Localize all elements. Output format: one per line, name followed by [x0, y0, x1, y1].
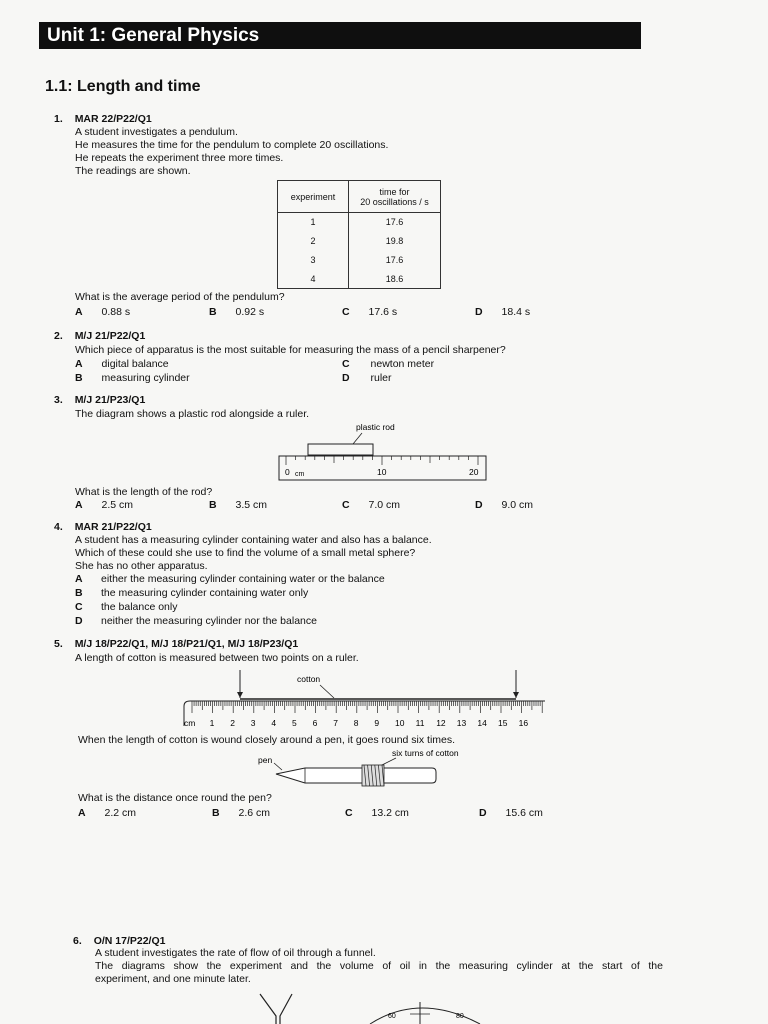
- q4-line: She has no other apparatus.: [75, 560, 208, 572]
- funnel-cylinder-diagram: [250, 988, 500, 1024]
- q1-line: The readings are shown.: [75, 165, 191, 177]
- option-letter: B: [209, 499, 217, 511]
- q5-option-b[interactable]: [212, 807, 270, 820]
- q5-question: What is the distance once round the pen?: [78, 792, 272, 804]
- option-letter: D: [475, 306, 483, 318]
- ruler-number: 16: [518, 718, 529, 728]
- ruler-number: 4: [271, 718, 277, 728]
- option-text: either the measuring cylinder containing water or the balance: [101, 573, 385, 585]
- q1-line: He measures the time for the pendulum to complete 20 oscillations.: [75, 139, 389, 151]
- col-header-time-line1: time for: [379, 186, 410, 197]
- q2-option-b[interactable]: [75, 372, 190, 385]
- q6-number: 6.: [73, 935, 82, 947]
- q1-question: What is the average period of the pendulum?: [75, 291, 285, 303]
- q1-code: MAR 22/P22/Q1: [74, 113, 152, 125]
- pen-label: pen: [258, 755, 273, 765]
- ruler-number: 5: [292, 718, 297, 728]
- ruler-number: 8: [353, 718, 359, 728]
- q6-line: The diagrams show the experiment and the volume of oil in the measuring cylinder at the start of the: [95, 960, 663, 972]
- q3-option-c[interactable]: [342, 499, 400, 512]
- q2-question: Which piece of apparatus is the most suitable for measuring the mass of a pencil sharpener?: [75, 344, 506, 356]
- option-letter: B: [75, 587, 83, 599]
- q3-number: 3.: [54, 394, 63, 406]
- q4-option-d[interactable]: [75, 615, 385, 628]
- option-letter: C: [342, 499, 350, 511]
- ruler-numbers: [184, 718, 528, 728]
- q3-question: What is the length of the rod?: [75, 486, 213, 498]
- option-letter: B: [212, 807, 220, 819]
- table-row: [278, 270, 441, 289]
- section-title: 1.1: Length and time: [45, 78, 201, 95]
- ruler-number: cm: [184, 718, 196, 728]
- table-header-row: [278, 181, 441, 213]
- plastic-rod-label: plastic rod: [356, 422, 395, 432]
- q5-option-d[interactable]: [479, 807, 543, 820]
- ruler-number: 1: [209, 718, 215, 728]
- option-text: 0.92 s: [235, 306, 265, 318]
- q3-option-a[interactable]: [75, 499, 133, 512]
- cylinder-label-80: 80: [456, 1013, 464, 1020]
- ruler-label-10: 10: [377, 467, 387, 477]
- table-row: [278, 213, 441, 232]
- pen-body: [276, 768, 436, 783]
- option-text: the measuring cylinder containing water only: [101, 587, 309, 599]
- q1-line: He repeats the experiment three more times.: [75, 152, 284, 164]
- table-cell: 19.8: [349, 232, 441, 251]
- table-row: [278, 232, 441, 251]
- option-letter: B: [209, 306, 217, 318]
- q4-header: [54, 521, 152, 534]
- rod-ruler-diagram: [270, 416, 495, 486]
- option-text: 9.0 cm: [501, 499, 534, 511]
- q1-header: [54, 113, 152, 126]
- cylinder-label-60: 60: [388, 1013, 396, 1020]
- ruler-ticks: [286, 456, 478, 465]
- readings-table: [277, 180, 441, 289]
- table-cell: 3: [278, 251, 349, 270]
- q6-body: [95, 947, 663, 986]
- option-letter: A: [75, 573, 83, 585]
- q1-option-b[interactable]: [209, 306, 264, 319]
- cotton-ruler-diagram: [170, 664, 550, 732]
- option-text: 18.4 s: [501, 306, 531, 318]
- q5-number: 5.: [54, 638, 63, 650]
- q4-number: 4.: [54, 521, 63, 533]
- ruler-number: 7: [333, 718, 338, 728]
- q1-option-c[interactable]: [342, 306, 397, 319]
- option-letter: A: [75, 306, 83, 318]
- option-text: 2.2 cm: [104, 807, 137, 819]
- option-letter: C: [342, 306, 350, 318]
- pen-diagram: [250, 744, 480, 792]
- option-text: 13.2 cm: [371, 807, 409, 819]
- option-letter: D: [475, 499, 483, 511]
- q5-line2: When the length of cotton is wound closely around a pen, it goes round six times.: [78, 734, 456, 746]
- option-letter: D: [342, 372, 350, 384]
- cotton-leader: [320, 685, 334, 698]
- q4-line: Which of these could she use to find the volume of a small metal sphere?: [75, 547, 416, 559]
- option-text: the balance only: [101, 601, 178, 613]
- q4-body: [75, 534, 432, 573]
- option-text: measuring cylinder: [101, 372, 190, 384]
- option-letter: A: [75, 358, 83, 370]
- option-text: 17.6 s: [368, 306, 398, 318]
- ruler-number: 12: [436, 718, 446, 728]
- six-turns-label: six turns of cotton: [392, 748, 459, 758]
- q1-line: A student investigates a pendulum.: [75, 126, 238, 138]
- left-arrow-head: [237, 692, 243, 698]
- q5-line: A length of cotton is measured between two points on a ruler.: [75, 652, 359, 664]
- option-text: 0.88 s: [101, 306, 131, 318]
- q4-line: A student has a measuring cylinder containing water and also has a balance.: [75, 534, 432, 546]
- option-text: 2.5 cm: [101, 499, 134, 511]
- ruler-number: 9: [374, 718, 380, 728]
- q4-option-c[interactable]: [75, 601, 385, 614]
- col-header-experiment: experiment: [278, 181, 349, 213]
- option-letter: C: [345, 807, 353, 819]
- option-text: 15.6 cm: [505, 807, 543, 819]
- q1-number: 1.: [54, 113, 63, 125]
- right-arrow-head: [513, 692, 519, 698]
- funnel: [260, 994, 292, 1024]
- ruler-number: 13: [456, 718, 467, 728]
- q4-option-a[interactable]: [75, 573, 385, 586]
- table-cell: 17.6: [349, 251, 441, 270]
- option-letter: B: [75, 372, 83, 384]
- option-text: 3.5 cm: [235, 499, 268, 511]
- ruler-label-20: 20: [469, 467, 479, 477]
- unit-banner: Unit 1: General Physics: [39, 22, 641, 49]
- ruler-ticks: [192, 701, 542, 713]
- q1-option-a[interactable]: [75, 306, 130, 319]
- q5-header: [54, 638, 298, 651]
- q2-number: 2.: [54, 330, 63, 342]
- ruler-number: 11: [415, 718, 425, 728]
- option-text: ruler: [370, 372, 392, 384]
- pen-leader: [274, 763, 282, 770]
- ruler-number: 2: [230, 718, 235, 728]
- option-text: newton meter: [370, 358, 435, 370]
- q3-code: M/J 21/P23/Q1: [74, 394, 146, 406]
- q3-line: The diagram shows a plastic rod alongside a ruler.: [75, 408, 310, 420]
- ruler-number: 6: [312, 718, 318, 728]
- col-header-time: [349, 181, 441, 213]
- q3-option-b[interactable]: [209, 499, 267, 512]
- ruler-number: 15: [498, 718, 508, 728]
- q4-options: [75, 573, 385, 628]
- option-text: digital balance: [101, 358, 169, 370]
- option-letter: A: [75, 499, 83, 511]
- table-cell: 1: [278, 213, 349, 232]
- option-letter: D: [479, 807, 487, 819]
- option-text: 2.6 cm: [238, 807, 271, 819]
- ruler-number: 3: [250, 718, 256, 728]
- ruler-number: 10: [395, 718, 405, 728]
- table-row: [278, 251, 441, 270]
- option-text: neither the measuring cylinder nor the balance: [101, 615, 317, 627]
- table-cell: 4: [278, 270, 349, 289]
- ruler-number: 14: [477, 718, 487, 728]
- q4-option-b[interactable]: [75, 587, 385, 600]
- table-cell: 2: [278, 232, 349, 251]
- q2-option-a[interactable]: [75, 358, 169, 371]
- option-letter: A: [78, 807, 86, 819]
- option-letter: D: [75, 615, 83, 627]
- q3-header: [54, 394, 145, 407]
- q1-option-d[interactable]: [475, 306, 530, 319]
- q6-code: O/N 17/P22/Q1: [93, 935, 166, 947]
- q5-code: M/J 18/P22/Q1, M/J 18/P21/Q1, M/J 18/P23/Q1: [74, 638, 299, 650]
- q2-option-d[interactable]: [342, 372, 392, 385]
- q4-code: MAR 21/P22/Q1: [74, 521, 152, 533]
- q2-code: M/J 21/P22/Q1: [74, 330, 146, 342]
- option-letter: C: [75, 601, 83, 613]
- label-leader: [353, 433, 362, 444]
- option-letter: C: [342, 358, 350, 370]
- table-cell: 17.6: [349, 213, 441, 232]
- q2-header: [54, 330, 145, 343]
- q5-option-a[interactable]: [78, 807, 136, 820]
- plastic-rod: [308, 444, 373, 455]
- q5-option-c[interactable]: [345, 807, 409, 820]
- ruler-label-0: 0: [285, 467, 290, 477]
- table-cell: 18.6: [349, 270, 441, 289]
- q6-line: A student investigates the rate of flow of oil through a funnel.: [95, 947, 376, 959]
- option-text: 7.0 cm: [368, 499, 401, 511]
- cotton-label: cotton: [297, 674, 321, 684]
- q3-option-d[interactable]: [475, 499, 533, 512]
- q2-option-c[interactable]: [342, 358, 434, 371]
- q6-line: experiment, and one minute later.: [95, 973, 251, 985]
- q1-body: [75, 126, 388, 178]
- ruler-label-cm: cm: [295, 471, 305, 478]
- col-header-time-line2: 20 oscillations / s: [360, 196, 429, 207]
